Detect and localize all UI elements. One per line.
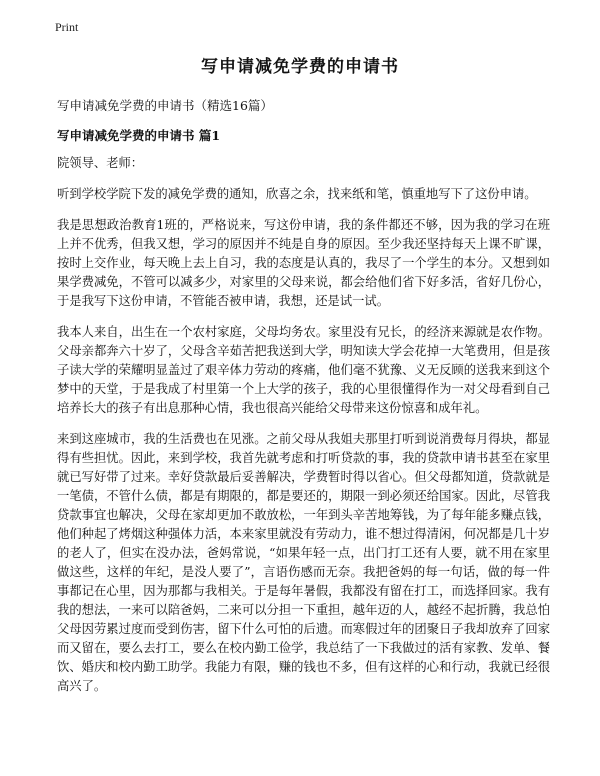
- body-paragraph: 听到学校学院下发的减免学费的通知，欣喜之余，找来纸和笔，慎重地写下了这份申请。: [57, 187, 537, 201]
- body-paragraph: 我本人来自，出生在一个农村家庭，父母均务农。家里没有兄长，的经济来源就是农作物。父母亲都奔六十岁了，父母含辛茹苦把我送到大学，明知读大学会花掉一大笔费用，但是孩子读大学的荣耀明显盖过了艰辛体力劳动的疼痛，他们毫不犹豫、义无反顾的送我来到这个梦中的天堂，于是我成了村里第一个上大学的孩子，我的心里很懂得作为一对父母看到自己培养长大的孩子有出息那种心情，我也很高兴能给父母带来这份惊喜和成年礼。: [57, 325, 550, 415]
- body-paragraph: 我是思想政治教育1班的，严格说来，写这份申请，我的条件都还不够，因为我的学习在班上并不优秀，但我又想，学习的原因并不纯是自身的原因。至少我还坚持每天上课不旷课，按时上交作业，每天晚上去上自习，我的态度是认真的，我尽了一个学生的本分。又想到如果学费减免，不管可以减多少，对家里的父母来说，都会给他们省下好多活，省好几份心，于是我写下这份申请，不管能否被申请，我想，还是试一试。: [57, 218, 550, 308]
- body-paragraph: 来到这座城市，我的生活费也在见涨。之前父母从我姐夫那里打听到说消费每月得块，都显得有些担忧。因此，来到学校，我首先就考虑和打听贷款的事，我的贷款申请书甚至在家里就已写好带了过来。幸好贷款最后妥善解决，学费暂时得以省心。但父母都知道，贷款就是一笔债，不管什么债，都是有期限的，都是要还的，期限一到必须还给国家。因此，尽管我贷款事宜也解决，父母在家却更加不敢放松，一年到头辛苦地筹钱，为了每年能多赚点钱，他们种起了烤烟这种强体力活，本来家里就没有劳动力，谁不想过得清闲，何况都是几十岁的老人了，但实在没办法，爸妈常说，“如果年轻一点，出门打工还有人要，就不用在家里做这些，这样的年纪，是没人要了”，言语伤感而无奈。我把爸妈的每一句话，做的每一件事都记在心里，因为那都与我相关。于是每年暑假，我都没有留在打工，而选择回家。我有我的想法，一来可以陪爸妈，二来可以分担一下重担，越年迈的人，越经不起折腾，我总怕父母因劳累过度而受到伤害，留下什么可怕的后遗。而寒假过年的团聚日子我却放弃了回家而又留在，要么去打工，要么在校内勤工俭学，我总结了一下我做过的活有家教、发单、餐饮、婚庆和校内勤工助学。我能力有限，赚的钱也不多，但有这样的心和行动，我就已经很高兴了。: [57, 432, 550, 693]
- greeting-line: 院领导、老师：: [57, 156, 144, 170]
- section-heading: 写申请减免学费的申请书 篇1: [57, 128, 221, 143]
- document-title: 写申请减免学费的申请书: [201, 57, 399, 77]
- document-body: [57, 154, 550, 708]
- print-label[interactable]: Print: [55, 20, 79, 34]
- document-subtitle: 写申请减免学费的申请书（精选16篇）: [57, 98, 273, 113]
